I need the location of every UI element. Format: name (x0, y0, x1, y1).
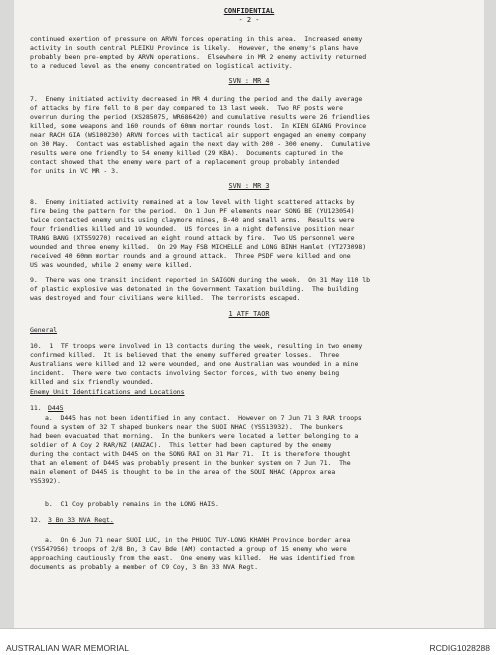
text-line: a. D445 has not been identified in any contact. However on 7 Jun 71 3 RAR troops (45, 414, 362, 422)
text-line: four friendlies killed and 19 wounded. US forces in a night defensive position near (30, 225, 355, 233)
text-line: for units in VC MR - 3. (30, 167, 119, 175)
archive-reference: RCDIG1028288 (429, 643, 490, 653)
text-line: continued exertion of pressure on ARVN forces operating in this area. Increased enemy (30, 35, 363, 43)
text-line: received 40 60mm mortar rounds and a ground attack. Three PSDF were killed and one (30, 252, 351, 260)
text-line: 7. Enemy initiated activity decreased in MR 4 during the period and the daily average (30, 95, 363, 103)
text-line: Australians were killed and 12 were wounded, and one Australian was wounded in a mine (30, 360, 359, 368)
text-line: that an element of D445 was probably present in the bunker system on 7 Jun 71. The (30, 459, 351, 467)
text-line: had been evacuated that morning. In the bunkers were located a letter belonging to a (30, 432, 359, 440)
text-line: a. On 6 Jun 71 near SUOI LUC, in the PHUOC TUY-LONG KHANH Province border area (45, 536, 351, 544)
text-line: on 30 May. Contact was established again the next day with 200 - 300 enemy. Cumulative (30, 140, 370, 148)
unit-title: D445 (48, 404, 64, 412)
subheading-enemy-units: Enemy Unit Identifications and Locations (30, 388, 185, 396)
text-line: wounded and three enemy killed. On 29 May FSB MICHELLE and LONG BINH Hamlet (YT273098) (30, 243, 367, 251)
paragraph-number: 12. (30, 516, 42, 524)
unit-title: 3 Bn 33 NVA Regt. (48, 516, 114, 524)
text-line: confirmed killed. It is believed that the enemy suffered greater losses. Three (30, 351, 340, 359)
text-line: of plastic explosive was detonated in the Government Taxation building. The building (30, 285, 359, 293)
text-line: twice contacted enemy units using claymore mines, B-40 and small arms. Results were (30, 216, 355, 224)
text-line: soldier of A Coy 2 RAR/NZ (ANZAC). This letter had been captured by the enemy (30, 441, 332, 449)
text-line: main element of D445 is thought to be in the area of the SOUI NHAC (Approx area (30, 468, 336, 476)
text-line: 9. There was one transit incident reported in SAIGON during the week. On 31 May 110 lb (30, 276, 370, 284)
text-line: documents as probably a member of C9 Coy, 3 Bn 33 NVA Regt. (30, 563, 258, 571)
section-heading-svn-mr3: SVN : MR 3 (228, 182, 270, 190)
subheading-general: General (30, 326, 58, 334)
text-line: 10. 1 TF troops were involved in 13 contacts during the week, resulting in two enemy (30, 342, 363, 350)
classification-marking: CONFIDENTIAL (223, 7, 275, 15)
text-line: 8. Enemy initiated activity remained at a low level with light scattered attacks by (30, 198, 355, 206)
text-line: overrun during the period (XS285075, WR686420) and cumulative results were 26 friendlies (30, 113, 370, 121)
document-page (14, 0, 484, 628)
text-line: contact showed that the enemy were part of a replacement group probably intended (30, 158, 340, 166)
text-line: killed and six friendly wounded. (30, 378, 154, 386)
text-line: (YS547956) troops of 2/8 Bn, 3 Cav Bde (AM) contacted a group of 15 enemy who were (30, 545, 347, 553)
text-line: incident. There were two contacts involving Sector forces, with two enemy being (30, 369, 340, 377)
archive-footer (0, 628, 496, 655)
text-line: results were one friendly to 54 enemy killed (29 KBA). Documents captured in the (30, 149, 343, 157)
archive-name: AUSTRALIAN WAR MEMORIAL (6, 643, 129, 653)
paragraph-number: 11. (30, 404, 42, 412)
section-heading-svn-mr4: SVN : MR 4 (228, 77, 270, 85)
text-line: found a system of 32 T shaped bunkers near the SUOI NHAC (YS513932). The bunkers (30, 423, 343, 431)
paragraph-11b: b. C1 Coy probably remains in the LONG HAIS. (45, 500, 219, 508)
section-heading-atf-taor: 1 ATF TAOR (228, 310, 270, 318)
text-line: activity in south central PLEIKU Province is likely. However, the enemy's plans have (30, 44, 359, 52)
text-line: US was wounded, while 2 enemy were killed. (30, 261, 193, 269)
page-number: - 2 - (238, 16, 260, 24)
text-line: during the contact with D445 on the SONG RAI on 31 Mar 71. It is therefore thought (30, 450, 351, 458)
text-line: probably been pre-empted by ARVN operations. Elsewhere in MR 2 enemy activity returned (30, 53, 367, 61)
text-line: of attacks by fire fell to 8 per day compared to 13 last week. Two RF posts were (30, 104, 343, 112)
text-line: was destroyed and four civilians were killed. The terrorists escaped. (30, 294, 301, 302)
text-line: to a reduced level as the enemy concentrated on logistical activity. (30, 62, 293, 70)
text-line: YS5392). (30, 477, 61, 485)
text-line: approaching cautiously from the east. One enemy was killed. He was identified from (30, 554, 355, 562)
text-line: killed, some weapons and 160 rounds of 60mm mortar rounds lost. In KIEN GIANG Province (30, 122, 367, 130)
text-line: near RACH GIA (WS100230) ARVN forces with tactical air support engaged an enemy company (30, 131, 367, 139)
text-line: TRANG BANG (XT559270) received an eight round attack by fire. Two US personnel were (30, 234, 355, 242)
text-line: fire being the pattern for the period. On 1 Jun PF elements near SONG BE (YU123054) (30, 207, 355, 215)
